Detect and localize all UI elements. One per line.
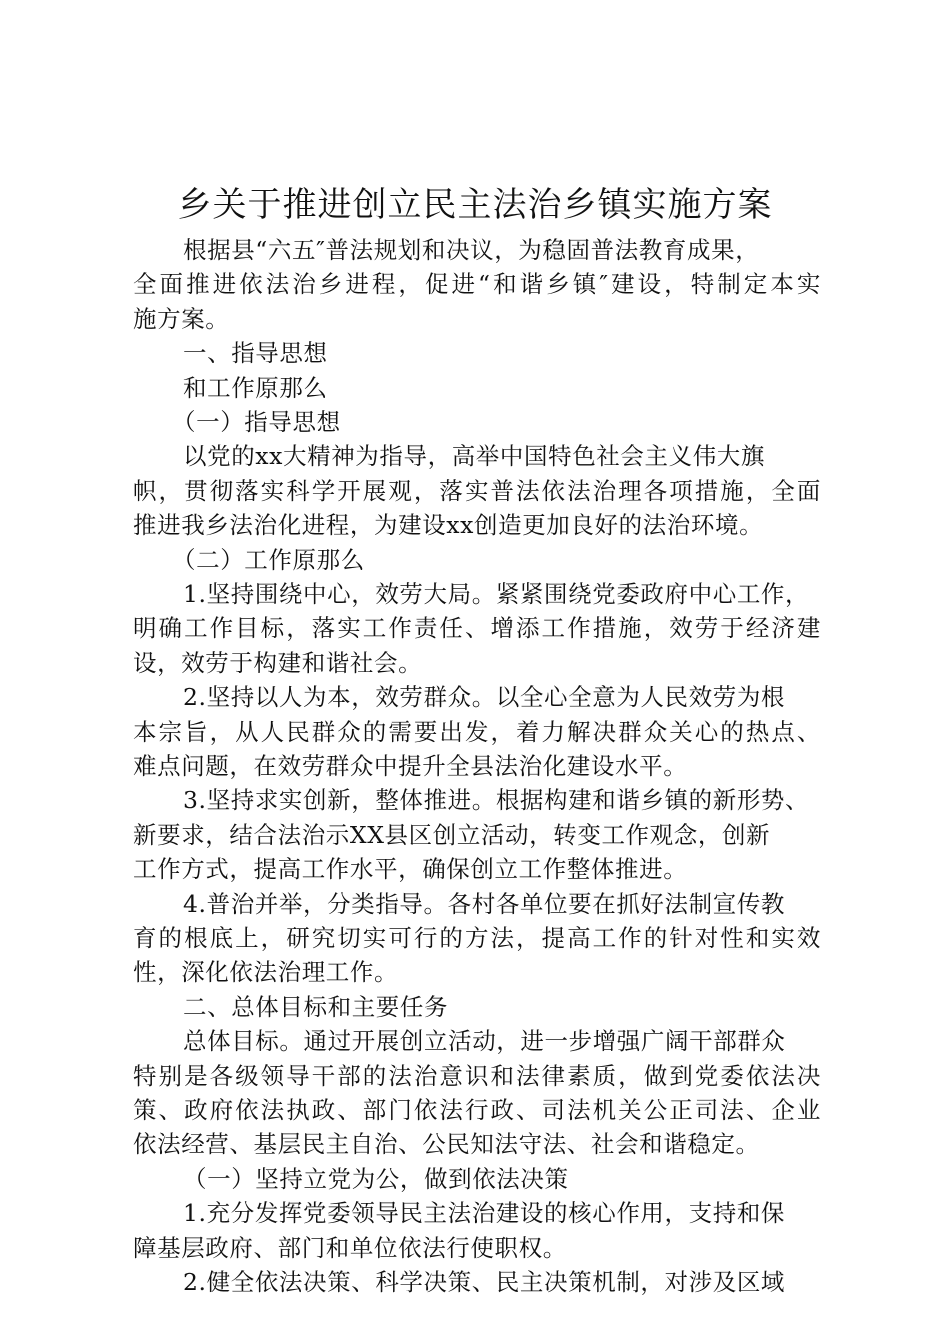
text-line: 难点问题，在效劳群众中提升全县法治化建设水平。 — [133, 752, 688, 780]
text-line: 依法经营、基层民主自治、公民知法守法、社会和谐稳定。 — [133, 1130, 760, 1159]
text-line: 特别是各级领导干部的法治意识和法律素质，做到党委依法决 — [133, 1061, 821, 1090]
text-line: 2.坚持以人为本，效劳群众。以全心全意为人民效劳为根 — [183, 683, 786, 712]
text-line: 策、政府依法执政、部门依法行政、司法机关公正司法、企业 — [133, 1096, 821, 1124]
text-line: 本宗旨，从人民群众的需要出发，着力解决群众关心的热点、 — [133, 717, 821, 746]
text-line: 和工作原那么 — [183, 373, 328, 402]
text-line: 3.坚持求实创新，整体推进。根据构建和谐乡镇的新形势、 — [183, 786, 810, 815]
text-line: 推进我乡法治化进程，为建设xx创造更加良好的法治环境。 — [133, 511, 764, 540]
text-line: 全面推进依法治乡进程，促进“和谐乡镇″建设，特制定本实 — [133, 270, 821, 299]
text-line: 明确工作目标，落实工作责任、增添工作措施，效劳于经济建 — [133, 614, 821, 643]
text-line: 新要求，结合法治示XX县区创立活动，转变工作观念，创新 — [133, 820, 771, 849]
text-line: 4.普治并举，分类指导。各村各单位要在抓好法制宣传教 — [183, 889, 786, 918]
text-line: 设，效劳于构建和谐社会。 — [133, 648, 423, 677]
text-line: （二）工作原那么 — [172, 545, 365, 574]
text-line: 二、总体目标和主要任务 — [183, 992, 449, 1021]
text-line: 施方案。 — [133, 304, 230, 333]
text-line: 帜，贯彻落实科学开展观，落实普法依法治理各项措施，全面 — [133, 476, 821, 505]
text-line: 性，深化依法治理工作。 — [133, 958, 399, 987]
text-line: 总体目标。通过开展创立活动，进一步增强广阔干部群众 — [183, 1027, 786, 1056]
text-line: 1.坚持围绕中心，效劳大局。紧紧围绕党委政府中心工作， — [183, 580, 810, 608]
text-line: 1.充分发挥党委领导民主法治建设的核心作用，支持和保 — [183, 1199, 786, 1228]
text-line: 育的根底上，研究切实可行的方法，提高工作的针对性和实效 — [133, 924, 821, 952]
text-line: （一）坚持立党为公，做到依法决策 — [183, 1164, 569, 1193]
text-line: 工作方式，提高工作水平，确保创立工作整体推进。 — [133, 855, 688, 884]
text-line: 以党的xx大精神为指导，高举中国特色社会主义伟大旗 — [183, 442, 766, 471]
text-line: 一、指导思想 — [183, 339, 328, 368]
text-line: 2.健全依法决策、科学决策、民主决策机制，对涉及区域 — [183, 1268, 786, 1296]
text-line: （一）指导思想 — [172, 408, 341, 436]
document-title: 乡关于推进创立民主法治乡镇实施方案 — [177, 185, 773, 225]
text-line: 障基层政府、部门和单位依法行使职权。 — [133, 1233, 567, 1262]
text-line: 根据县“六五″普法规划和决议，为稳固普法教育成果， — [183, 236, 760, 264]
